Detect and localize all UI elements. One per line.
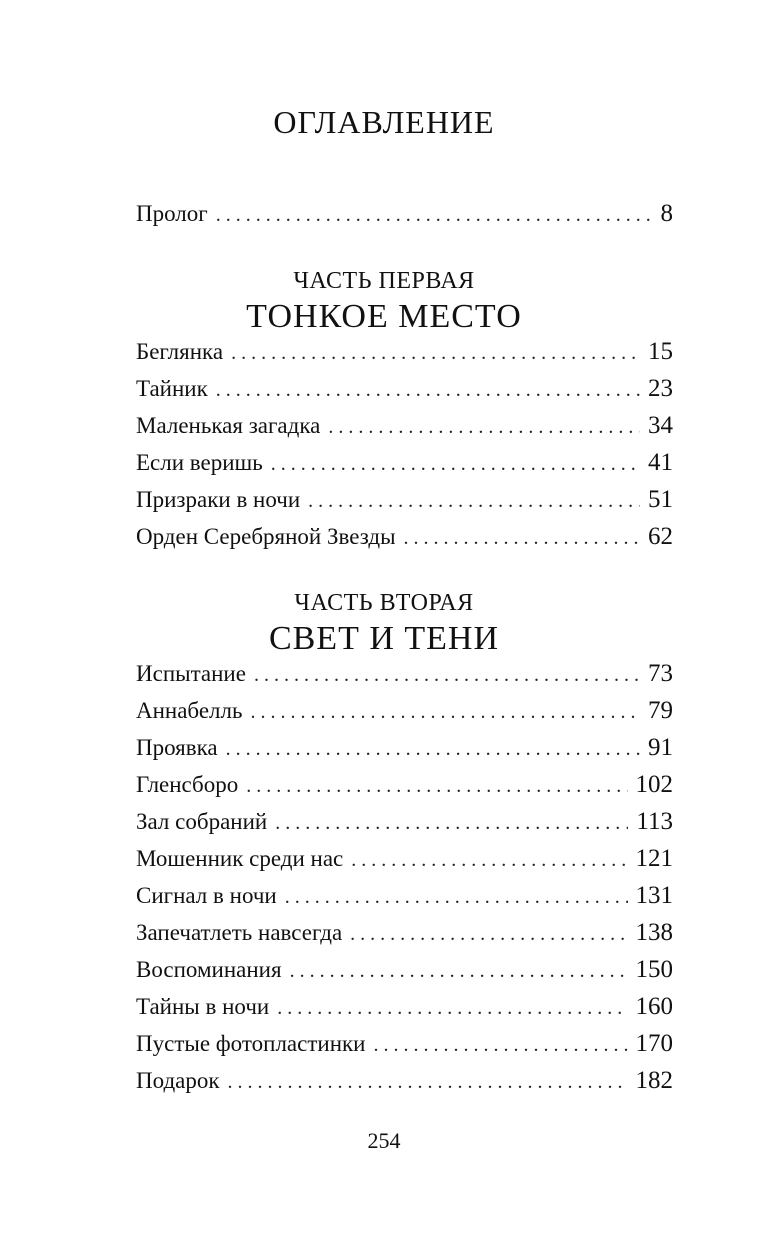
toc-entry[interactable] (136, 660, 673, 694)
dot-leader (216, 204, 653, 227)
toc-entry-label: Зал собраний (136, 809, 268, 834)
dot-leader (251, 701, 641, 724)
toc-entry[interactable] (136, 771, 673, 805)
toc-entry[interactable] (136, 882, 673, 916)
toc-entry[interactable] (136, 845, 673, 879)
dot-leader (404, 527, 640, 550)
toc-entry[interactable] (136, 449, 673, 483)
dot-leader (216, 379, 640, 402)
toc-entry-page: 150 (635, 956, 673, 983)
toc-entry[interactable] (136, 375, 673, 409)
toc-entry-page: 41 (648, 449, 673, 476)
toc-entry-page: 73 (648, 660, 673, 687)
toc-entry-page: 91 (648, 734, 673, 761)
toc-entry-label: Пустые фотопластинки (136, 1031, 366, 1056)
toc-entry-page: 34 (648, 412, 673, 439)
toc-entry-label: Запечатлеть навсегда (136, 920, 343, 945)
dot-leader (328, 416, 640, 439)
toc-entry-page: 62 (648, 523, 673, 550)
toc-entry[interactable] (136, 919, 673, 953)
toc-entry-page: 79 (648, 697, 673, 724)
toc-entry-label: Подарок (136, 1068, 220, 1093)
toc-entry-page: 15 (648, 338, 673, 365)
dot-leader (275, 812, 628, 835)
part-two-title: СВЕТ И ТЕНИ (268, 620, 500, 657)
dot-leader (308, 490, 640, 513)
toc-entry-label: Испытание (136, 661, 246, 686)
dot-leader (231, 342, 640, 365)
toc-entry-label: Воспоминания (136, 957, 282, 982)
toc-entry[interactable] (136, 697, 673, 731)
toc-entry-label: Гленсборо (136, 772, 239, 797)
part-one-title: ТОНКОЕ МЕСТО (246, 298, 522, 335)
dot-leader (254, 664, 640, 687)
dot-leader (226, 738, 640, 761)
toc-entry[interactable] (136, 486, 673, 520)
toc-entry[interactable] (136, 523, 673, 557)
toc-entry[interactable] (136, 993, 673, 1027)
toc-entry-label: Пролог (136, 201, 208, 226)
part-two-label: ЧАСТЬ ВТОРАЯ (294, 590, 474, 616)
dot-leader (277, 997, 627, 1020)
dot-leader (228, 1071, 628, 1094)
toc-entry-page: 51 (648, 486, 673, 513)
toc-entry-page: 160 (635, 993, 673, 1020)
toc-entry-page: 23 (648, 375, 673, 402)
toc-entry-prologue[interactable] (136, 200, 673, 234)
toc-entry[interactable] (136, 734, 673, 768)
toc-entry-page: 182 (635, 1067, 673, 1094)
toc-entry-label: Беглянка (136, 339, 224, 364)
toc-entry-page: 170 (635, 1030, 673, 1057)
toc-entry-label: Если веришь (136, 450, 263, 475)
page-number: 254 (367, 1128, 401, 1153)
dot-leader (285, 886, 628, 909)
toc-entry-label: Аннабелль (136, 698, 243, 723)
dot-leader (290, 960, 628, 983)
toc-entry[interactable] (136, 412, 673, 446)
toc-entry-label: Проявка (136, 735, 218, 760)
toc-entry-label: Тайны в ночи (136, 994, 270, 1019)
toc-entry-label: Мошенник среди нас (136, 846, 344, 871)
dot-leader (350, 923, 627, 946)
toc-entry[interactable] (136, 338, 673, 372)
toc-entry-page: 102 (635, 771, 673, 798)
toc-entry-page: 121 (635, 845, 673, 872)
toc-entry-page: 113 (636, 808, 673, 835)
page-title: ОГЛАВЛЕНИЕ (273, 104, 495, 140)
dot-leader (373, 1034, 627, 1057)
dot-leader (351, 849, 627, 872)
toc-entry[interactable] (136, 1067, 673, 1101)
toc-entry-label: Орден Серебряной Звезды (136, 524, 396, 549)
toc-entry-label: Призраки в ночи (136, 487, 301, 512)
toc-entry-page: 8 (660, 200, 673, 227)
toc-entry-label: Сигнал в ночи (136, 883, 277, 908)
dot-leader (271, 453, 640, 476)
dot-leader (246, 775, 627, 798)
toc-entry-label: Тайник (136, 376, 208, 401)
toc-entry-label: Маленькая загадка (136, 413, 321, 438)
part-one-label: ЧАСТЬ ПЕРВАЯ (293, 268, 475, 294)
toc-entry[interactable] (136, 808, 673, 842)
toc-entry[interactable] (136, 1030, 673, 1064)
toc-entry[interactable] (136, 956, 673, 990)
toc-entry-page: 138 (635, 919, 673, 946)
toc-entry-page: 131 (635, 882, 673, 909)
